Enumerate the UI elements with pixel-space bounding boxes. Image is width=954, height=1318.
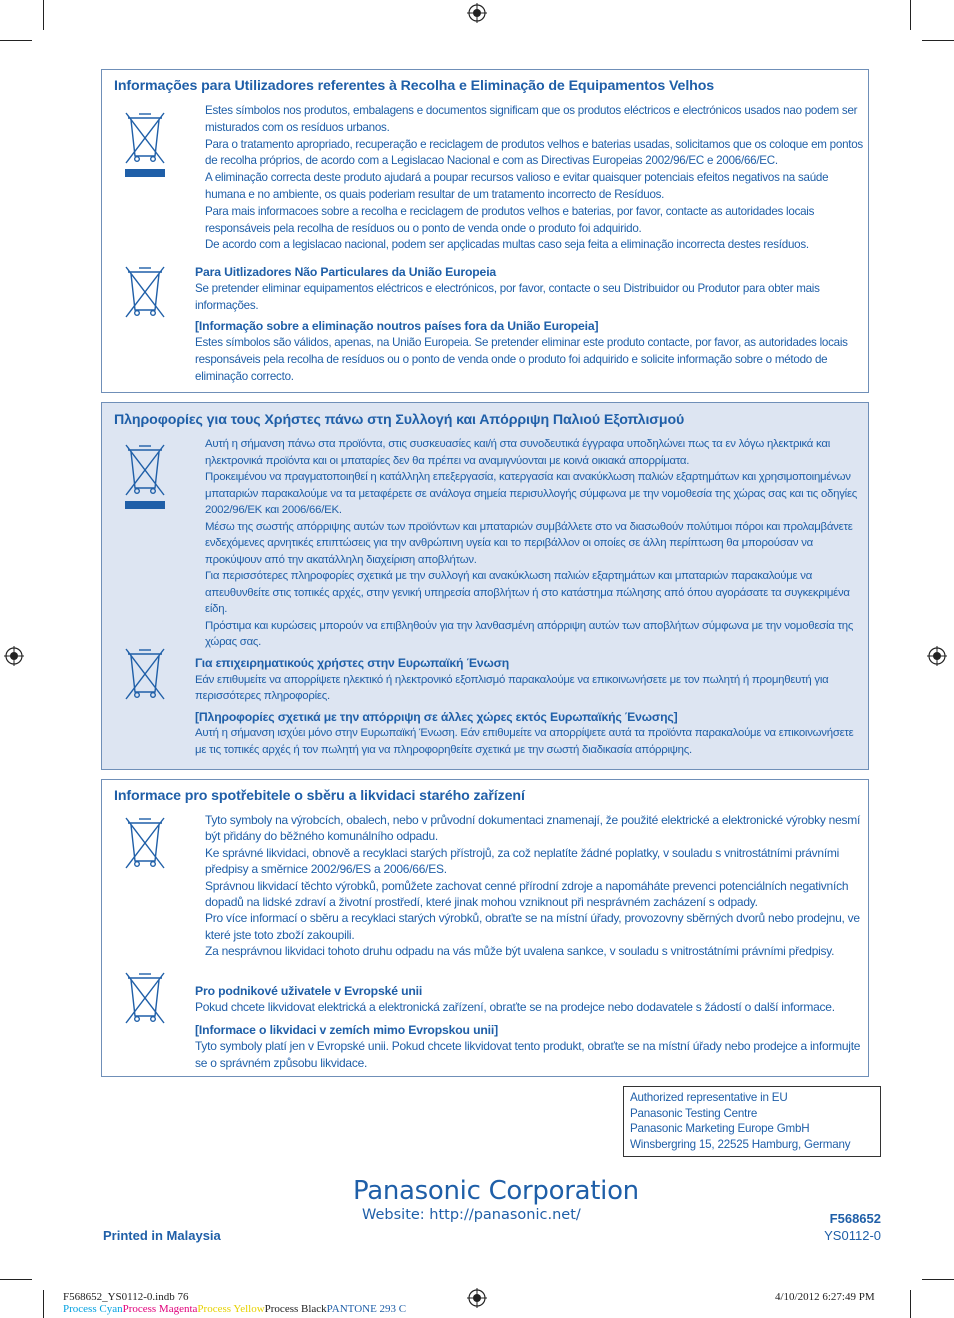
registration-mark-icon xyxy=(4,646,24,666)
representative-line: Panasonic Testing Centre xyxy=(630,1106,758,1120)
paragraph: Estes símbolos nos produtos, embalagens e documentos significam que os produtos eléctricos e electrónicos usados nao podem ser misturados com os resíduos urbanos. xyxy=(205,104,858,134)
paragraph: Tyto symboly platí jen v Evropské unii. Pokud chcete likvidovat tento produkt, obraťte se na místní úřady nebo prodejce a informujte se o správném způsobu likvidace. xyxy=(195,1039,861,1070)
crop-mark xyxy=(43,0,44,30)
other-countries-heading: [Informação sobre a eliminação noutros países fora da União Europeia] xyxy=(195,319,599,334)
business-users-heading: Για επιχειρηματικούς χρήστες στην Ευρωπαϊκή Ένωση xyxy=(195,656,510,670)
crop-mark xyxy=(0,40,32,41)
portuguese-section xyxy=(101,69,869,393)
magenta-label: Process Magenta xyxy=(122,1303,198,1315)
paragraph: Tyto symboly na výrobcích, obalech, nebo v průvodní dokumentaci znamenají, že použité elektrické a elektronické výrobky nesmí být přidány do běžného komunálního odpadu. xyxy=(205,813,861,844)
paragraph: Ke správné likvidaci, obnově a recyklaci starých přístrojů, za což neplatíte žádné poplatky, v souladu s vnitrostátními právními předpisy a směrnice 2002/96/ES a 2006/66/ES. xyxy=(205,845,840,877)
business-users-heading: Para Uitlizadores Não Particulares da União Europeia xyxy=(195,265,497,279)
authorized-representative-box xyxy=(623,1086,881,1157)
registration-mark-icon xyxy=(927,646,947,666)
slug-filename: F568652_YS0112-0.indb 76 xyxy=(63,1291,189,1303)
crop-mark xyxy=(910,0,911,30)
representative-line: Authorized representative in EU xyxy=(630,1091,788,1104)
business-users-heading: Pro podnikové uživatele v Evropské unii xyxy=(195,984,423,998)
business-text-block xyxy=(195,264,865,386)
crossed-bin-icon xyxy=(122,813,168,873)
crop-mark xyxy=(43,1290,44,1318)
crop-mark xyxy=(922,1279,954,1280)
paragraph: Εάν επιθυμείτε να απορρίψετε ηλεκτικό ή ηλεκτρονικό εξοπλισμό παρακαλούμε να επικοινωνήσετε με τον πωλητή ή προμηθευτή για περισσότερες πληροφορίες. xyxy=(195,673,829,702)
document-revision: YS0112-0 xyxy=(824,1228,881,1243)
paragraph: Estes símbolos são válidos, apenas, na União Europeia. Se pretender eliminar este produto contacte, por favor, as autoridades locais responsáveis pela recolha de resíduos ou o ponto de venda onde o produto foi adquirido e solicite informação sobre o método de eliminação correcto. xyxy=(195,336,848,383)
crossed-bin-icon xyxy=(122,968,168,1028)
paragraph: Para mais informacoes sobre a recolha e reciclagem de produtos velhos e baterias, por favor, contacte as autoridades locais responsáveis pela recolha de resíduos ou o ponto de venda onde o produto foi adquirido. xyxy=(205,204,815,235)
crossed-bin-with-bar-icon xyxy=(122,108,168,180)
crop-mark xyxy=(0,1279,32,1280)
cyan-label: Process Cyan xyxy=(63,1303,123,1315)
color-separation-legend xyxy=(63,1303,406,1315)
paragraph: Para o tratamento apropriado, recuperação e reciclagem de produtos velhos e baterias usadas, solicitamos que os coloque em pontos de recolha próprios, de acordo com a Legislacao Nacional e com as Directivas Europeias 2002/96/EC e 2006/66/EC. xyxy=(205,137,863,168)
crossed-bin-icon xyxy=(122,644,168,704)
section-title: Informações para Utilizadores referentes à Recolha e Eliminação de Equipamentos Velhos xyxy=(114,78,715,94)
registration-mark-icon xyxy=(467,3,487,23)
paragraph: A eliminação correcta deste produto ajudará a poupar recursos valioso e evitar quaisquer potenciais efeitos negativos na saúde humana e no ambiente, os quais poderiam resultar de um tratamento incorrecto de Resíduos. xyxy=(205,171,829,201)
paragraph: De acordo com a legislacao nacional, podem ser apçlicadas multas caso seja feita a eliminação incorrecta destes resíduos. xyxy=(205,238,809,252)
website-url: Website: http://panasonic.net/ xyxy=(362,1207,581,1223)
paragraph: Αυτή η σήμανση ισχύει μόνο στην Ευρωπαϊκή Ένωση. Εάν επιθυμείτε να απορρίψετε αυτά τα προϊόντα παρακαλούμε να επικοινωνήσετε με τις τοπικές αρχές ή τον πωλητή για να πληροφορηθείτε σχετικά με την σωστή διαδικασία απόρριψης. xyxy=(195,727,854,756)
paragraph: Správnou likvidací těchto výrobků, pomůžete zachovat cenné přírodní zdroje a napomáháte prevenci potenciálních negativních dopadů na lidské zdraví a životní prostředí, které jinak mohou vzniknout při nesprávném zacházení s odpady. xyxy=(205,878,849,910)
paragraph: Pokud chcete likvidovat elektrická a elektronická zařízení, obraťte se na prodejce nebo dodavatele s žádostí o další informace. xyxy=(195,1000,835,1015)
representative-line: Winsbergring 15, 22525 Hamburg, Germany xyxy=(630,1137,851,1151)
black-label: Process Black xyxy=(264,1303,327,1315)
paragraph: Pro více informací o sběru a recyklaci starých výrobků, obraťte se na místní úřady, provozovny sběrných dvorů nebo prodejnu, ve které jste toto zboží zakoupili. xyxy=(205,911,860,942)
paragraph: Μέσω της σωστής απόρριψης αυτών των προϊόντων και μπαταριών συμβάλλετε στο να διασωθούν πολύτιμοι πόροι και προλαμβάνετε ενδεχόμενες αρνητικές επιπτώσεις για την ανθρώπινη υγεία και το περιβάλλον οι οποίες σε άλλη περίπτωση θα μπορούσαν να προκύψουν από την ακατάλληλη διαχείριση αποβλήτων. xyxy=(205,520,853,566)
main-text-block xyxy=(205,103,865,254)
section-title: Πληροφορίες για τους Χρήστες πάνω στη Συλλογή και Απόρριψη Παλιού Εξοπλισμού xyxy=(114,412,685,428)
paragraph: Πρόστιμα και κυρώσεις μπορούν να επιβληθούν για την λανθασμένη απόρριψη αυτών των αποβλήτων σύμφωνα με την νομοθεσία της χώρας σας. xyxy=(205,619,854,648)
paragraph: Za nesprávnou likvidaci tohoto druhu odpadu na vás může být uvalena sankce, v souladu s vnitrostátními právními předpisy. xyxy=(205,944,835,959)
business-text-block xyxy=(195,983,867,1071)
slug-timestamp: 4/10/2012 6:27:49 PM xyxy=(775,1291,875,1303)
pantone-label: PANTONE 293 C xyxy=(326,1303,407,1315)
paragraph: Προκειμένου να πραγματοποιηθεί η κατάλληλη επεξεργασία, κατεργασία και ανακύκλωση παλιών εξαρτημάτων και χρησιμοποιημένων μπαταριών παρακαλούμε να τα μεταφέρετε σε ανάλογα σημεία περισυλλογής σύμφωνα με την νομοθεσία της χώρας σας και τις οδηγίες 2002/96/ΕΚ και 2006/66/ΕΚ. xyxy=(205,471,858,516)
czech-section xyxy=(101,779,869,1077)
crossed-bin-icon xyxy=(122,262,168,322)
yellow-label: Process Yellow xyxy=(197,1303,265,1315)
section-title: Informace pro spotřebitele o sběru a likvidaci starého zařízení xyxy=(114,788,525,804)
crop-mark xyxy=(922,40,954,41)
paragraph: Αυτή η σήμανση πάνω στα προϊόντα, στις συσκευασίες και/ή στα συνοδευτικά έγγραφα υποδηλώνει πως τα εν λόγω ηλεκτρικά και ηλεκτρονικά προϊόντα και οι μπαταρίες δεν θα πρέπει να αναμιγνύονται με κοινά οικιακά απορρίματα. xyxy=(205,438,830,467)
paragraph: Για περισσότερες πληροφορίες σχετικά με την συλλογή και ανακύκλωση παλιών εξαρτημάτων και μπαταριών παρακαλούμε να απευθυνθείτε στις τοπικές αρχές, στην γενική υπηρεσία αποβλήτων ή στο κατάστημα πώλησης από όπου αγοράσατε τα συγκεκριμένα είδη. xyxy=(205,570,850,615)
business-text-block xyxy=(195,655,865,758)
other-countries-heading: [Informace o likvidaci v zemích mimo Evropskou unii] xyxy=(195,1022,499,1037)
crossed-bin-with-bar-icon xyxy=(122,440,168,512)
main-text-block xyxy=(205,436,865,651)
representative-line: Panasonic Marketing Europe GmbH xyxy=(630,1122,810,1135)
printed-in-label: Printed in Malaysia xyxy=(103,1228,221,1243)
other-countries-heading: [Πληροφορίες σχετικά με την απόρριψη σε άλλες χώρες εκτός Ευρωπαϊκής Ένωσης] xyxy=(195,709,678,724)
greek-section xyxy=(101,402,869,770)
document-code: F568652 xyxy=(829,1211,881,1226)
paragraph: Se pretender eliminar equipamentos eléctricos e electrónicos, por favor, contacte o seu Distribuidor ou Produtor para obter mais informações. xyxy=(195,281,820,312)
main-text-block xyxy=(205,812,865,960)
registration-mark-icon xyxy=(467,1288,487,1308)
company-name: Panasonic Corporation xyxy=(353,1176,639,1206)
crop-mark xyxy=(910,1290,911,1318)
